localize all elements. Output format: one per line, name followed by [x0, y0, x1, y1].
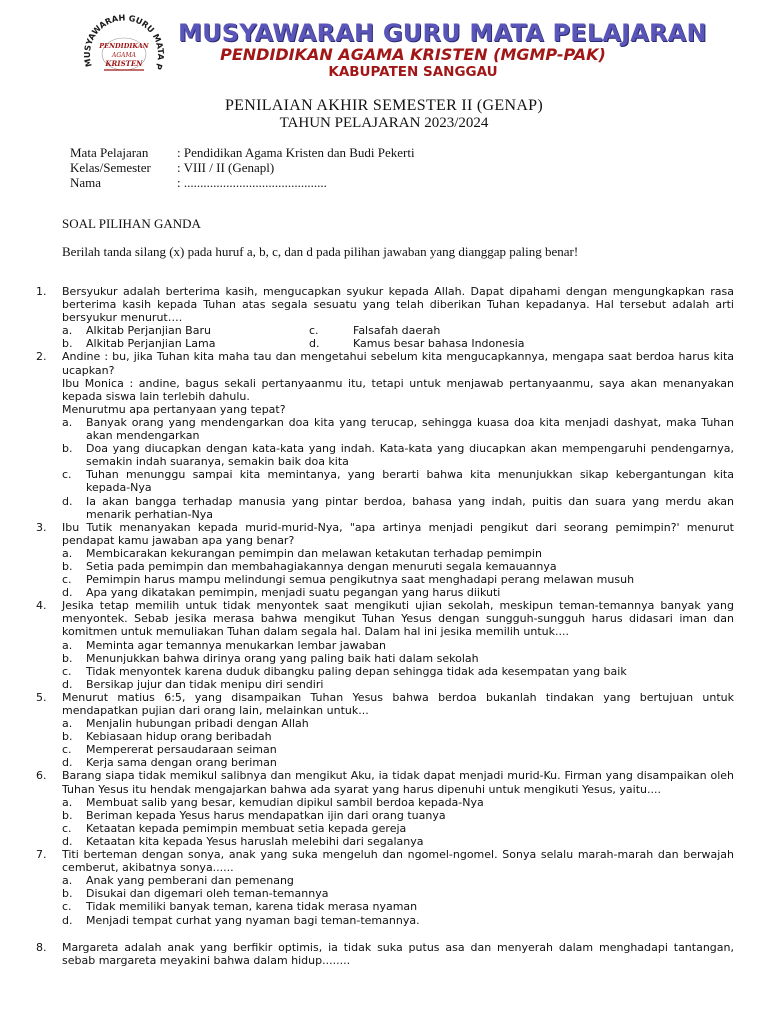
- option-letter: b.: [62, 651, 73, 665]
- info-value: : Pendidikan Agama Kristen dan Budi Pekerti: [177, 145, 415, 160]
- option-letter: a.: [62, 874, 73, 888]
- option-text: Meminta agar temannya menukarkan lembar jawaban: [86, 638, 387, 652]
- question-list: [36, 285, 734, 967]
- option-letter: d.: [62, 913, 73, 927]
- option-text: Menjadi tempat curhat yang nyaman bagi teman-temannya.: [86, 913, 420, 927]
- org-region: KABUPATEN SANGGAU: [328, 64, 498, 80]
- option: [62, 730, 734, 743]
- option: [62, 914, 734, 927]
- option-letter: c.: [62, 821, 72, 835]
- option-letter: a.: [62, 415, 73, 429]
- option-letter: b.: [62, 730, 73, 744]
- option-letter: d.: [62, 586, 73, 600]
- question-number: 5.: [36, 690, 47, 704]
- option: [62, 495, 734, 521]
- option: [62, 835, 734, 848]
- question-text: Margareta adalah anak yang berfikir optimis, ia tidak suka putus asa dan menyerah dalam menghadapi tantangan, sebab margareta meyakini bahwa dalam hidup........: [62, 940, 734, 967]
- question-text: Andine : bu, jika Tuhan kita maha tau dan mengetahui sebelum kita mengucapkannya, mengapa saat berdoa harus kita ucapkan?: [62, 350, 734, 377]
- info-row-class: [70, 160, 415, 175]
- option-letter: c.: [62, 573, 72, 587]
- option-letter: c.: [62, 743, 72, 757]
- option-text: Ketaatan kepada pemimpin membuat setia kepada gereja: [86, 821, 407, 835]
- option-letter: a.: [62, 324, 73, 338]
- exam-title-block: [0, 97, 768, 132]
- option-a: Alkitab Perjanjian Baru: [86, 324, 211, 338]
- info-label: Nama: [70, 175, 102, 190]
- org-name: MUSYAWARAH GURU MATA PELAJARAN: [178, 19, 707, 47]
- option: [62, 586, 734, 599]
- option-letter: b.: [62, 559, 73, 573]
- option-text: Menjalin hubungan pribadi dengan Allah: [86, 717, 309, 731]
- option: [62, 887, 734, 900]
- question-text: Bersyukur adalah berterima kasih, mengucapkan syukur kepada Allah. Dapat dipahami dengan mengungkapkan rasa berterima kasih kepada Tuhan atas segala sesuatu yang telah diberikan Tuhan kepadanya. Hal tersebut adalah arti bersyukur menurut….: [62, 285, 734, 325]
- question-number: 4.: [36, 599, 47, 613]
- option-letter: b.: [62, 808, 73, 822]
- question-text: Ibu Monica : andine, bagus sekali pertanyaanmu itu, tetapi untuk menjawab pertanyaanmu, saya akan menanyakan kepada siswa lain terlebih dahulu.: [62, 376, 734, 403]
- exam-title: PENILAIAN AKHIR SEMESTER II (GENAP): [224, 97, 544, 114]
- question-text: Menurutmu apa pertanyaan yang tepat?: [62, 402, 286, 416]
- option-text: Membicarakan kekurangan pemimpin dan melawan ketakutan terhadap pemimpin: [86, 546, 542, 560]
- option-text: Ketaatan kita kepada Yesus haruslah melebihi dari segalanya: [86, 834, 424, 848]
- question-number: 8.: [36, 940, 47, 954]
- student-info: [70, 145, 415, 190]
- option-text: Setia pada pemimpin dan membahagiakannya dengan menuruti segala kemauannya: [86, 559, 557, 573]
- option-text: Pemimpin harus mampu melindungi semua pengikutnya saat menghadapi perang melawan musuh: [86, 573, 635, 587]
- info-value: : ............................................: [177, 175, 327, 190]
- option: [62, 743, 734, 756]
- option-c: Falsafah daerah: [353, 324, 441, 338]
- option-letter: c.: [309, 324, 319, 338]
- option: [62, 809, 734, 822]
- question-text: Barang siapa tidak memikul salibnya dan mengikut Aku, ia tidak dapat menjadi murid-Ku. Firman yang disampaikan oleh Tuhan Yesus itu hendak mengajarkan bahwa ada syarat yang harus dipenuhi untuk mengikuti Yesus, yaitu....: [62, 769, 734, 796]
- question-number: 1.: [36, 285, 47, 298]
- option: [62, 416, 734, 442]
- org-subject: PENDIDIKAN AGAMA KRISTEN (MGMP-PAK): [220, 45, 606, 64]
- option-letter: d.: [62, 494, 73, 508]
- option-text: Ia akan bangga terhadap manusia yang pintar berdoa, bahasa yang indah, puitis dan suara yang merdu akan menarik perhatian-Nya: [86, 494, 734, 521]
- option: [62, 756, 734, 769]
- option-text: Doa yang diucapkan dengan kata-kata yang indah. Kata-kata yang diucapkan akan mempengaruhi pendengarnya, semakin indah suaranya, semakin baik doa kita: [86, 442, 734, 469]
- option: [62, 874, 734, 887]
- question-5: [36, 691, 734, 770]
- option-text: Banyak orang yang mendengarkan doa kita yang terucap, sehingga kuasa doa kita menjadi dashyat, maka Tuhan akan mendengarkan: [86, 415, 734, 443]
- option-letter: a.: [62, 795, 73, 809]
- option: [62, 678, 734, 691]
- option: [62, 442, 734, 468]
- option-letter: b.: [62, 442, 73, 456]
- question-1: [36, 285, 734, 350]
- option: [62, 665, 734, 678]
- option-text: Anak yang pemberani dan pemenang: [86, 874, 294, 888]
- option: [62, 468, 734, 494]
- option: [62, 639, 734, 652]
- question-3: [36, 521, 734, 600]
- option-text: Apa yang dikatakan pemimpin, menjadi suatu pegangan yang harus diikuti: [86, 586, 501, 600]
- info-label: Mata Pelajaran: [70, 145, 149, 160]
- option-letter: b.: [62, 337, 73, 351]
- section-title: SOAL PILIHAN GANDA: [62, 216, 201, 231]
- option-letter: a.: [62, 638, 73, 652]
- option-grid: [62, 324, 734, 350]
- option-letter: c.: [62, 468, 72, 482]
- option-text: Bersikap jujur dan tidak menipu diri sendiri: [86, 677, 324, 691]
- option-text: Mempererat persaudaraan seiman: [86, 743, 277, 757]
- question-6: [36, 769, 734, 848]
- option: [62, 796, 734, 809]
- exam-year: TAHUN PELAJARAN 2023/2024: [279, 115, 489, 131]
- info-row-name: [70, 175, 415, 190]
- option-text: Menunjukkan bahwa dirinya orang yang paling baik hati dalam sekolah: [86, 651, 479, 665]
- svg-text:PENDIDIKAN: PENDIDIKAN: [99, 42, 149, 50]
- svg-text:KRISTEN: KRISTEN: [105, 59, 143, 68]
- question-number: 2.: [36, 350, 47, 364]
- question-8: [36, 941, 734, 967]
- instruction-text: Berilah tanda silang (x) pada huruf a, b, c, dan d pada pilihan jawaban yang dianggap paling benar!: [62, 244, 579, 259]
- option-letter: d.: [309, 337, 320, 351]
- option: [62, 652, 734, 665]
- option-text: Disukai dan digemari oleh teman-temannya: [86, 887, 329, 901]
- option: [62, 573, 734, 586]
- option: [62, 717, 734, 730]
- option-letter: a.: [62, 717, 73, 731]
- info-value: : VIII / II (Genapl): [177, 160, 275, 175]
- option-letter: c.: [62, 664, 72, 678]
- option-text: Tidak menyontek karena duduk dibangku paling depan sehingga tidak ada kesempatan yang baik: [86, 664, 627, 678]
- option-letter: c.: [62, 900, 72, 914]
- svg-text:AGAMA: AGAMA: [112, 52, 136, 59]
- option-text: Tidak memiliki banyak teman, karena tidak merasa nyaman: [86, 900, 418, 914]
- question-4: [36, 599, 734, 691]
- option-text: Beriman kepada Yesus harus mendapatkan ijin dari orang tuanya: [86, 808, 446, 822]
- option-text: Tuhan menunggu sampai kita memintanya, yang berarti bahwa kita menunjukkan sikap kebergantungan kita kepada-Nya: [86, 468, 734, 495]
- question-text: Titi berteman dengan sonya, anak yang suka mengeluh dan ngomel-ngomel. Sonya selalu marah-marah dan berwajah cemberut, akibatnya sonya......: [62, 848, 734, 875]
- question-text: Menurut matius 6:5, yang disampaikan Tuhan Yesus bahwa berdoa bukanlah tindakan yang bertujuan untuk mendapatkan pujian dari orang lain, melainkan untuk...: [62, 690, 734, 717]
- question-number: 6.: [36, 769, 47, 783]
- option-text: Membuat salib yang besar, kemudian dipikul sambil berdoa kepada-Nya: [86, 795, 484, 809]
- option: [62, 560, 734, 573]
- option-letter: d.: [62, 756, 73, 770]
- option: [62, 822, 734, 835]
- option-letter: d.: [62, 677, 73, 691]
- option-text: Kerja sama dengan orang beriman: [86, 756, 277, 770]
- info-label: Kelas/Semester: [70, 160, 151, 175]
- question-text: Jesika tetap memilih untuk tidak menyontek saat mengikuti ujian sekolah, meskipun teman-temannya banyak yang menyontek. Sebab jesika merasa bahwa mengikut Tuhan Yesus dengan sungguh-sungguh harus didasari iman dan komitmen untuk memuliakan Tuhan dalam segala hal. Dalam hal ini jesika memilih untuk....: [62, 599, 734, 639]
- organization-header: [178, 19, 707, 80]
- logo-arc-text: MUSYAWARAH GURU MATA P: [81, 12, 166, 72]
- option-letter: d.: [62, 834, 73, 848]
- option-b: Alkitab Perjanjian Lama: [86, 337, 216, 351]
- option-d: Kamus besar bahasa Indonesia: [353, 337, 525, 351]
- option: [62, 900, 734, 913]
- option: [62, 547, 734, 560]
- question-number: 3.: [36, 520, 47, 534]
- question-number: 7.: [36, 848, 47, 862]
- question-2: [36, 350, 734, 520]
- mgmp-logo: [80, 8, 166, 82]
- question-7: [36, 848, 734, 927]
- option-letter: b.: [62, 887, 73, 901]
- option-text: Kebiasaan hidup orang beribadah: [86, 730, 272, 744]
- option-letter: a.: [62, 546, 73, 560]
- info-row-subject: [70, 145, 415, 160]
- question-text: Ibu Tutik menanyakan kepada murid-murid-Nya, "apa artinya menjadi pengikut dari seorang pemimpin?' menurut pendapat kamu jawaban apa yang benar?: [62, 520, 734, 547]
